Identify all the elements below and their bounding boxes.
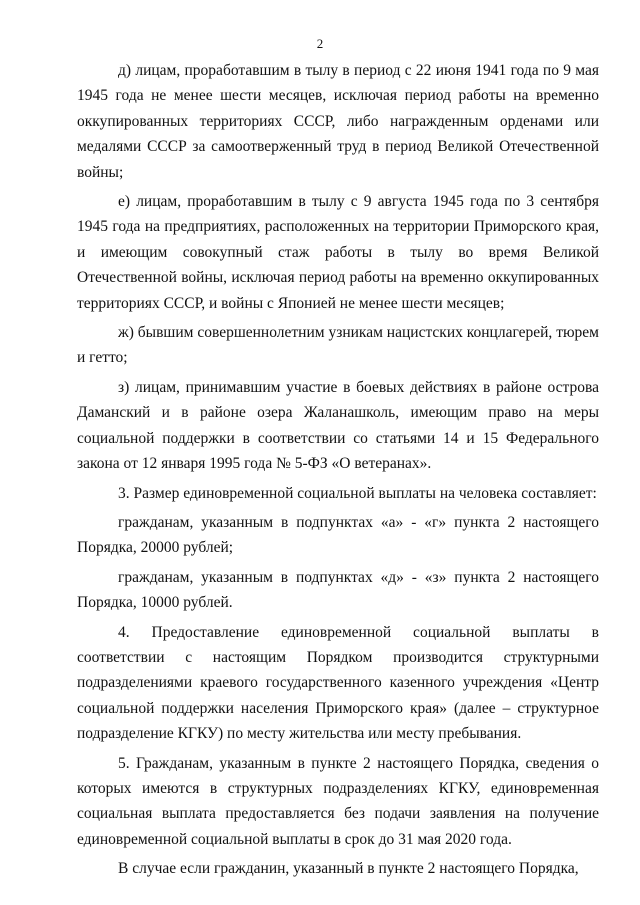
paragraph-subitem-e: е) лицам, проработавшим в тылу с 9 августа 1945 года по 3 сентября 1945 года на предприятиях, расположенных на территории Приморского края, и имеющим совокупный стаж работы в тылу во время Великой Отечественной войны, исключая период работы на временно оккупированных территориях СССР, и войны с Японией не менее шести месяцев;	[77, 193, 599, 312]
paragraph-subitem-d: д) лицам, проработавшим в тылу в период с 22 июня 1941 года по 9 мая 1945 года не менее шести месяцев, исключая период работы на временно оккупированных территориях СССР, либо награжденным орденами или медалями СССР за самоотверженный труд в период Великой Отечественной войны;	[77, 62, 599, 181]
paragraph-item-4: 4. Предоставление единовременной социальной выплаты в соответствии с настоящим Порядком производится структурными подразделениями краевого государственного казенного учреждения «Центр социальной поддержки населения Приморского края» (далее – структурное подразделение КГКУ) по месту жительства или месту пребывания.	[77, 623, 599, 743]
paragraph-subitem-zh: ж) бывшим совершеннолетним узникам нацистских концлагерей, тюрем и гетто;	[77, 324, 599, 367]
paragraph-subitem-z: з) лицам, принимавшим участие в боевых действиях в районе острова Даманский и в районе озера Жаланашколь, имеющим право на меры социальной поддержки в соответствии со статьями 14 и 15 Федерального закона от 12 января 1995 года № 5-ФЗ «О ветеранах».	[77, 378, 599, 473]
paragraph-payment-10000: гражданам, указанным в подпунктах «д» - «з» пункта 2 настоящего Порядка, 10000 рублей.	[77, 568, 599, 612]
page-number: 2	[316, 36, 324, 51]
paragraph-item-5: 5. Гражданам, указанным в пункте 2 настоящего Порядка, сведения о которых имеются в структурных подразделениях КГКУ, единовременная социальная выплата предоставляется без подачи заявления на получение единовременной социальной выплаты в срок до 31 мая 2020 года.	[77, 754, 599, 848]
paragraph-continuation: В случае если гражданин, указанный в пункте 2 настоящего Порядка,	[118, 860, 579, 878]
document-body	[77, 58, 599, 886]
paragraph-item-3: 3. Размер единовременной социальной выплаты на человека составляет:	[118, 484, 597, 502]
paragraph-payment-20000: гражданам, указанным в подпунктах «а» - «г» пункта 2 настоящего Порядка, 20000 рублей;	[77, 513, 599, 557]
